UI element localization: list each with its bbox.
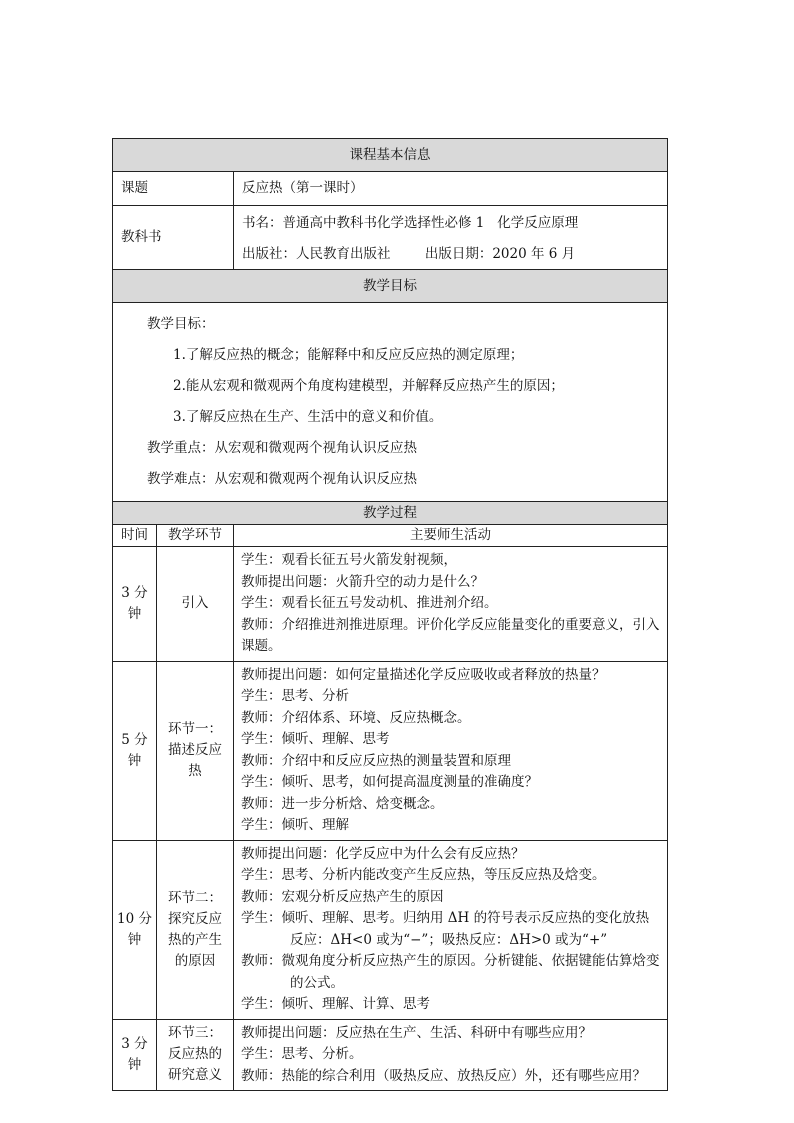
objective-item: 3.了解反应热在生产、生活中的意义和价值。 bbox=[173, 409, 443, 425]
info-header-row bbox=[113, 139, 668, 172]
publisher-line: 出版社：人民教育出版社 出版日期：2020 年 6 月 bbox=[242, 245, 576, 262]
activity-line: 教师：介绍中和反应反应热的测量装置和原理 bbox=[241, 752, 511, 769]
activity-line: 教师提出问题：如何定量描述化学反应吸收或者释放的热量？ bbox=[241, 666, 606, 683]
activity-line: 教师提出问题：化学反应中为什么会有反应热？ bbox=[241, 845, 525, 862]
topic-value: 反应热（第一课时） bbox=[234, 172, 668, 206]
topic-label: 课题 bbox=[113, 172, 234, 206]
topic-row bbox=[113, 172, 668, 206]
row-time: 3 分钟 bbox=[113, 547, 157, 662]
row-stage: 环节二：探究反应热的产生的原因 bbox=[157, 840, 234, 1019]
book-line: 书名：普通高中教科书化学选择性必修 1 化学反应原理 bbox=[242, 214, 579, 231]
row-time: 3 分钟 bbox=[113, 1019, 157, 1091]
row-stage: 环节三：反应热的研究意义 bbox=[157, 1019, 234, 1091]
objectives-header: 教学目标 bbox=[113, 270, 668, 303]
activity-line: 学生：思考、分析。 bbox=[241, 1046, 363, 1062]
activity-line: 教师：介绍体系、环境、反应热概念。 bbox=[241, 709, 471, 726]
row-activities bbox=[234, 840, 668, 1019]
activity-line: 教师：进一步分析焓、焓变概念。 bbox=[241, 795, 444, 812]
activity-line: 学生：倾听、理解 bbox=[241, 817, 349, 833]
objectives-header-row bbox=[113, 270, 668, 303]
activity-line: 教师提出问题：反应热在生产、生活、科研中有哪些应用？ bbox=[241, 1024, 592, 1041]
activity-line: 学生：思考、分析 bbox=[241, 688, 349, 704]
process-row bbox=[113, 1019, 668, 1091]
col-stage: 教学环节 bbox=[157, 525, 234, 547]
activity-line: 学生：观看长征五号火箭发射视频， bbox=[241, 552, 457, 568]
objective-item: 2.能从宏观和微观两个角度构建模型，并解释反应热产生的原因； bbox=[173, 378, 564, 394]
row-activities bbox=[234, 1019, 668, 1091]
activity-line: 教师提出问题：火箭升空的动力是什么？ bbox=[241, 573, 484, 590]
process-header-row bbox=[113, 502, 668, 525]
process-header: 教学过程 bbox=[113, 502, 668, 525]
row-stage: 引入 bbox=[157, 547, 234, 662]
activity-line: 教师：微观角度分析反应热产生的原因。分析键能、依据键能估算焓变的公式。 bbox=[241, 953, 660, 991]
info-header: 课程基本信息 bbox=[113, 139, 668, 172]
objective-item: 1.了解反应热的概念；能解释中和反应反应热的测定原理； bbox=[173, 347, 524, 363]
key-point: 教学重点：从宏观和微观两个视角认识反应热 bbox=[147, 440, 417, 456]
row-time: 10 分钟 bbox=[113, 840, 157, 1019]
process-row bbox=[113, 840, 668, 1019]
objectives-cell bbox=[113, 303, 668, 502]
objectives-row bbox=[113, 303, 668, 502]
activity-line: 教师：热能的综合利用（吸热反应、放热反应）外，还有哪些应用？ bbox=[241, 1067, 646, 1084]
activity-line: 学生：倾听、理解、思考。归纳用 ΔH 的符号表示反应热的变化放热反应：ΔH<0 或为“−”；吸热反应：ΔH>0 或为“+” bbox=[241, 910, 650, 948]
process-row bbox=[113, 661, 668, 840]
process-row bbox=[113, 547, 668, 662]
process-columns-row bbox=[113, 525, 668, 547]
difficulty: 教学难点：从宏观和微观两个视角认识反应热 bbox=[147, 471, 417, 487]
activity-line: 学生：倾听、理解、计算、思考 bbox=[241, 996, 430, 1012]
col-activity: 主要师生活动 bbox=[234, 525, 668, 547]
col-time: 时间 bbox=[113, 525, 157, 547]
textbook-row bbox=[113, 206, 668, 270]
row-stage: 环节一：描述反应热 bbox=[157, 661, 234, 840]
textbook-label: 教科书 bbox=[113, 206, 234, 270]
row-activities bbox=[234, 547, 668, 662]
activity-line: 学生：倾听、理解、思考 bbox=[241, 731, 390, 747]
activity-line: 学生：倾听、思考，如何提高温度测量的准确度？ bbox=[241, 774, 538, 790]
textbook-details bbox=[234, 206, 668, 270]
activity-line: 教师：介绍推进剂推进原理。评价化学反应能量变化的重要意义，引入课题。 bbox=[241, 616, 660, 654]
objectives-intro: 教学目标： bbox=[147, 316, 215, 332]
lesson-plan-sheet bbox=[112, 138, 667, 1091]
row-time: 5 分钟 bbox=[113, 661, 157, 840]
activity-line: 学生：观看长征五号发动机、推进剂介绍。 bbox=[241, 595, 498, 611]
activity-line: 学生：思考、分析内能改变产生反应热，等压反应热及焓变。 bbox=[241, 867, 606, 883]
row-activities bbox=[234, 661, 668, 840]
activity-line: 教师：宏观分析反应热产生的原因 bbox=[241, 888, 444, 905]
lesson-plan-table bbox=[112, 138, 668, 1091]
